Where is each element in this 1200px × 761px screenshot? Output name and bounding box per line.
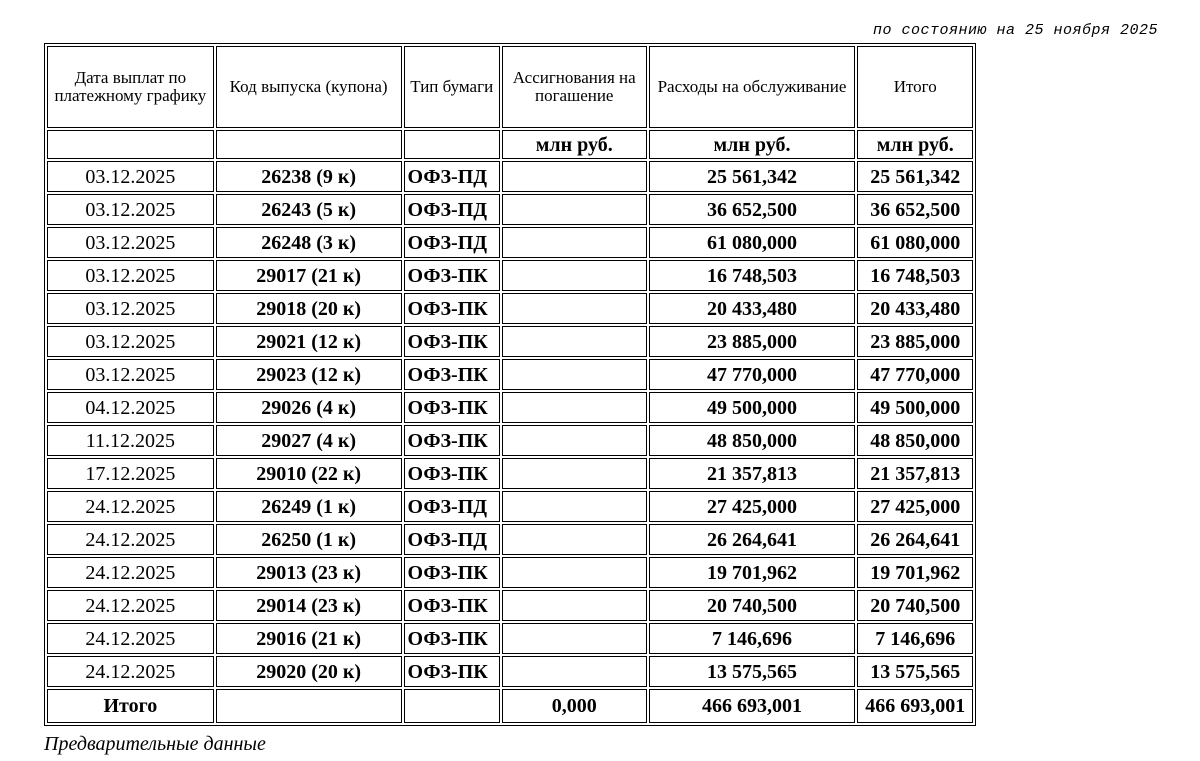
cell-service: 23 885,000 <box>649 326 856 357</box>
cell-date: 03.12.2025 <box>47 326 214 357</box>
table-row <box>47 524 973 555</box>
cell-total: 16 748,503 <box>857 260 973 291</box>
cell-code: 29016 (21 к) <box>216 623 402 654</box>
table-body <box>47 161 973 687</box>
cell-date: 24.12.2025 <box>47 557 214 588</box>
totals-row <box>47 689 973 723</box>
header-date: Дата выплат по платежному графику <box>47 46 214 128</box>
as-of-date: по состоянию на 25 ноября 2025 <box>872 22 1158 39</box>
cell-type: ОФЗ-ПК <box>404 623 500 654</box>
cell-code: 29027 (4 к) <box>216 425 402 456</box>
table-row <box>47 227 973 258</box>
cell-total: 7 146,696 <box>857 623 973 654</box>
cell-type: ОФЗ-ПД <box>404 524 500 555</box>
cell-total: 23 885,000 <box>857 326 973 357</box>
cell-redemption <box>502 557 647 588</box>
footnote: Предварительные данные <box>44 733 266 755</box>
cell-type: ОФЗ-ПК <box>404 359 500 390</box>
table-row <box>47 656 973 687</box>
unit-total: млн руб. <box>857 130 973 159</box>
cell-redemption <box>502 194 647 225</box>
cell-code: 29026 (4 к) <box>216 392 402 423</box>
cell-redemption <box>502 524 647 555</box>
cell-service: 16 748,503 <box>649 260 856 291</box>
cell-redemption <box>502 458 647 489</box>
units-row <box>47 130 973 159</box>
cell-code: 26243 (5 к) <box>216 194 402 225</box>
cell-date: 17.12.2025 <box>47 458 214 489</box>
totals-type <box>404 689 500 723</box>
table-row <box>47 260 973 291</box>
cell-service: 21 357,813 <box>649 458 856 489</box>
table-row <box>47 326 973 357</box>
cell-service: 36 652,500 <box>649 194 856 225</box>
cell-type: ОФЗ-ПК <box>404 425 500 456</box>
totals-service: 466 693,001 <box>649 689 856 723</box>
cell-redemption <box>502 656 647 687</box>
cell-type: ОФЗ-ПК <box>404 326 500 357</box>
table-row <box>47 458 973 489</box>
cell-code: 29014 (23 к) <box>216 590 402 621</box>
cell-redemption <box>502 260 647 291</box>
cell-type: ОФЗ-ПК <box>404 293 500 324</box>
cell-total: 25 561,342 <box>857 161 973 192</box>
cell-total: 19 701,962 <box>857 557 973 588</box>
cell-total: 48 850,000 <box>857 425 973 456</box>
cell-type: ОФЗ-ПК <box>404 458 500 489</box>
cell-redemption <box>502 359 647 390</box>
cell-service: 48 850,000 <box>649 425 856 456</box>
cell-code: 29017 (21 к) <box>216 260 402 291</box>
table-row <box>47 590 973 621</box>
header-type: Тип бумаги <box>404 46 500 128</box>
cell-total: 13 575,565 <box>857 656 973 687</box>
table-row <box>47 623 973 654</box>
table-row <box>47 293 973 324</box>
cell-code: 26250 (1 к) <box>216 524 402 555</box>
cell-redemption <box>502 491 647 522</box>
cell-redemption <box>502 161 647 192</box>
cell-code: 26249 (1 к) <box>216 491 402 522</box>
cell-code: 29023 (12 к) <box>216 359 402 390</box>
cell-date: 24.12.2025 <box>47 623 214 654</box>
table-row <box>47 161 973 192</box>
cell-code: 29018 (20 к) <box>216 293 402 324</box>
table-row <box>47 557 973 588</box>
table-row <box>47 425 973 456</box>
header-row <box>47 46 973 128</box>
cell-date: 11.12.2025 <box>47 425 214 456</box>
unit-code <box>216 130 402 159</box>
cell-date: 03.12.2025 <box>47 260 214 291</box>
cell-total: 26 264,641 <box>857 524 973 555</box>
cell-service: 20 740,500 <box>649 590 856 621</box>
unit-service: млн руб. <box>649 130 856 159</box>
unit-redemption: млн руб. <box>502 130 647 159</box>
cell-type: ОФЗ-ПК <box>404 392 500 423</box>
cell-service: 13 575,565 <box>649 656 856 687</box>
table-row <box>47 491 973 522</box>
cell-type: ОФЗ-ПК <box>404 260 500 291</box>
cell-code: 26238 (9 к) <box>216 161 402 192</box>
cell-total: 21 357,813 <box>857 458 973 489</box>
cell-type: ОФЗ-ПК <box>404 656 500 687</box>
table-row <box>47 392 973 423</box>
table-row <box>47 194 973 225</box>
cell-service: 25 561,342 <box>649 161 856 192</box>
cell-total: 49 500,000 <box>857 392 973 423</box>
totals-total: 466 693,001 <box>857 689 973 723</box>
cell-redemption <box>502 590 647 621</box>
cell-type: ОФЗ-ПК <box>404 557 500 588</box>
cell-total: 20 433,480 <box>857 293 973 324</box>
cell-date: 24.12.2025 <box>47 590 214 621</box>
cell-code: 29013 (23 к) <box>216 557 402 588</box>
cell-date: 24.12.2025 <box>47 491 214 522</box>
cell-redemption <box>502 293 647 324</box>
cell-date: 24.12.2025 <box>47 656 214 687</box>
cell-service: 47 770,000 <box>649 359 856 390</box>
cell-date: 03.12.2025 <box>47 161 214 192</box>
cell-redemption <box>502 392 647 423</box>
cell-code: 29020 (20 к) <box>216 656 402 687</box>
cell-date: 03.12.2025 <box>47 359 214 390</box>
cell-service: 19 701,962 <box>649 557 856 588</box>
cell-service: 27 425,000 <box>649 491 856 522</box>
cell-redemption <box>502 227 647 258</box>
cell-date: 24.12.2025 <box>47 524 214 555</box>
cell-service: 26 264,641 <box>649 524 856 555</box>
cell-type: ОФЗ-ПД <box>404 227 500 258</box>
cell-date: 03.12.2025 <box>47 293 214 324</box>
cell-service: 20 433,480 <box>649 293 856 324</box>
cell-redemption <box>502 623 647 654</box>
cell-redemption <box>502 326 647 357</box>
header-total: Итого <box>857 46 973 128</box>
cell-service: 7 146,696 <box>649 623 856 654</box>
cell-redemption <box>502 425 647 456</box>
cell-service: 49 500,000 <box>649 392 856 423</box>
cell-code: 26248 (3 к) <box>216 227 402 258</box>
header-code: Код выпуска (купона) <box>216 46 402 128</box>
header-service: Расходы на обслуживание <box>649 46 856 128</box>
totals-code <box>216 689 402 723</box>
payment-schedule-table <box>44 43 976 726</box>
unit-date <box>47 130 214 159</box>
cell-code: 29021 (12 к) <box>216 326 402 357</box>
table-row <box>47 359 973 390</box>
cell-type: ОФЗ-ПК <box>404 590 500 621</box>
cell-total: 20 740,500 <box>857 590 973 621</box>
cell-date: 03.12.2025 <box>47 227 214 258</box>
cell-code: 29010 (22 к) <box>216 458 402 489</box>
totals-label: Итого <box>47 689 214 723</box>
header-redemption: Ассигнования на погашение <box>502 46 647 128</box>
unit-type <box>404 130 500 159</box>
cell-total: 36 652,500 <box>857 194 973 225</box>
cell-total: 61 080,000 <box>857 227 973 258</box>
cell-total: 27 425,000 <box>857 491 973 522</box>
cell-type: ОФЗ-ПД <box>404 161 500 192</box>
cell-type: ОФЗ-ПД <box>404 491 500 522</box>
cell-type: ОФЗ-ПД <box>404 194 500 225</box>
cell-total: 47 770,000 <box>857 359 973 390</box>
totals-redemption: 0,000 <box>502 689 647 723</box>
cell-date: 03.12.2025 <box>47 194 214 225</box>
cell-date: 04.12.2025 <box>47 392 214 423</box>
cell-service: 61 080,000 <box>649 227 856 258</box>
